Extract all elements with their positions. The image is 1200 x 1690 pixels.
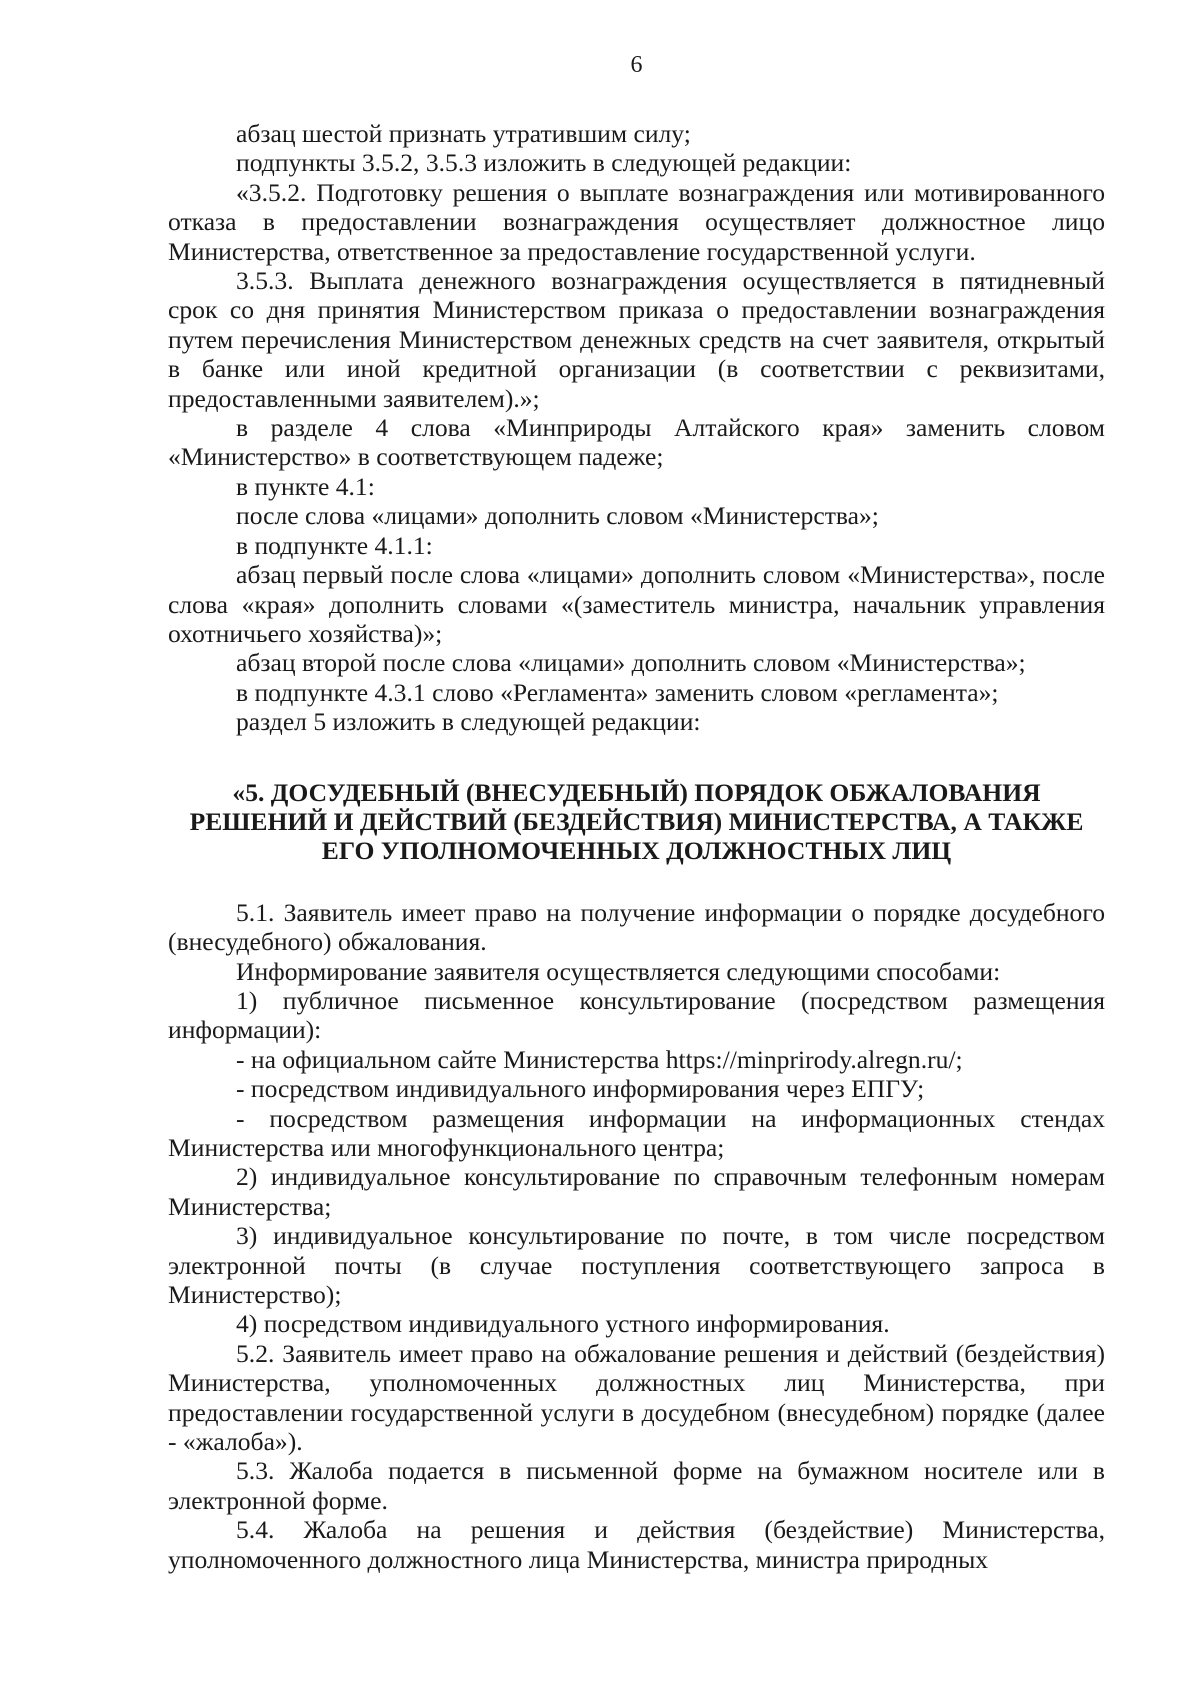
paragraph: в пункте 4.1: (236, 471, 375, 501)
paragraph: 3.5.3. Выплата денежного вознаграждения осуществляется в пятидневный срок со дня принятия Министерством приказа о предоставлении вознаграждения путем перечисления Министерством денежных средств на счет заявителя, открытый в банке или иной кредитной организации (в соответствии с реквизитами, предоставленными заявителем).»; (168, 266, 1105, 413)
paragraph: в подпункте 4.3.1 слово «Регламента» заменить словом «регламента»; (236, 677, 999, 707)
paragraph: подпункты 3.5.2, 3.5.3 изложить в следующей редакции: (236, 148, 852, 178)
paragraph: 3) индивидуальное консультирование по почте, в том числе посредством электронной почты (в случае поступления соответствующего запроса в Министерство); (168, 1221, 1105, 1310)
section-heading-line: «5. ДОСУДЕБНЫЙ (ВНЕСУДЕБНЫЙ) ПОРЯДОК ОБЖАЛОВАНИЯ (232, 777, 1041, 807)
paragraph: 5.2. Заявитель имеет право на обжалование решения и действий (бездействия) Министерства, уполномоченных должностных лиц Министерства, при предоставлении государственной услуги в досудебном (внесудебном) порядке (далее - «жалоба»). (168, 1338, 1105, 1457)
document-body (168, 119, 1105, 1574)
paragraph: в подпункте 4.1.1: (236, 530, 433, 560)
section-heading-line: ЕГО УПОЛНОМОЧЕННЫХ ДОЛЖНОСТНЫХ ЛИЦ (321, 836, 952, 866)
paragraph: раздел 5 изложить в следующей редакции: (236, 707, 701, 737)
paragraph: абзац второй после слова «лицами» дополнить словом «Министерства»; (236, 648, 1026, 678)
paragraph: - на официальном сайте Министерства https://minprirody.alregn.ru/; (236, 1044, 963, 1074)
paragraph: 1) публичное письменное консультирование (посредством размещения информации): (168, 985, 1105, 1045)
section-heading (168, 778, 1105, 866)
section-heading-line: РЕШЕНИЙ И ДЕЙСТВИЙ (БЕЗДЕЙСТВИЯ) МИНИСТЕРСТВА, А ТАКЖЕ (189, 806, 1084, 836)
paragraph: - посредством размещения информации на информационных стендах Министерства или многофункционального центра; (168, 1103, 1105, 1162)
paragraph: Информирование заявителя осуществляется следующими способами: (236, 956, 1001, 986)
paragraph: 4) посредством индивидуального устного информирования. (236, 1309, 890, 1339)
paragraph: 2) индивидуальное консультирование по справочным телефонным номерам Министерства; (168, 1162, 1105, 1221)
paragraph: «3.5.2. Подготовку решения о выплате вознаграждения или мотивированного отказа в предоставлении вознаграждения осуществляет должностное лицо Министерства, ответственное за предоставление государственной услуги. (168, 177, 1105, 266)
paragraph: абзац первый после слова «лицами» дополнить словом «Министерства», после слова «края» дополнить словами «(заместитель министра, начальник управления охотничьего хозяйства)»; (168, 560, 1105, 648)
page-number: 6 (630, 52, 643, 78)
paragraph: после слова «лицами» дополнить словом «Министерства»; (236, 501, 879, 531)
paragraph: 5.3. Жалоба подается в письменной форме на бумажном носителе или в электронной форме. (168, 1456, 1105, 1515)
paragraph: 5.4. Жалоба на решения и действия (бездействие) Министерства, уполномоченного должностного лица Министерства, министра природных (168, 1515, 1105, 1574)
paragraph: абзац шестой признать утратившим силу; (236, 119, 691, 148)
paragraph: в разделе 4 слова «Минприроды Алтайского края» заменить словом «Министерство» в соответствующем падеже; (168, 413, 1105, 472)
paragraph: - посредством индивидуального информирования через ЕПГУ; (236, 1074, 925, 1104)
paragraph: 5.1. Заявитель имеет право на получение информации о порядке досудебного (внесудебного) обжалования. (168, 897, 1105, 957)
